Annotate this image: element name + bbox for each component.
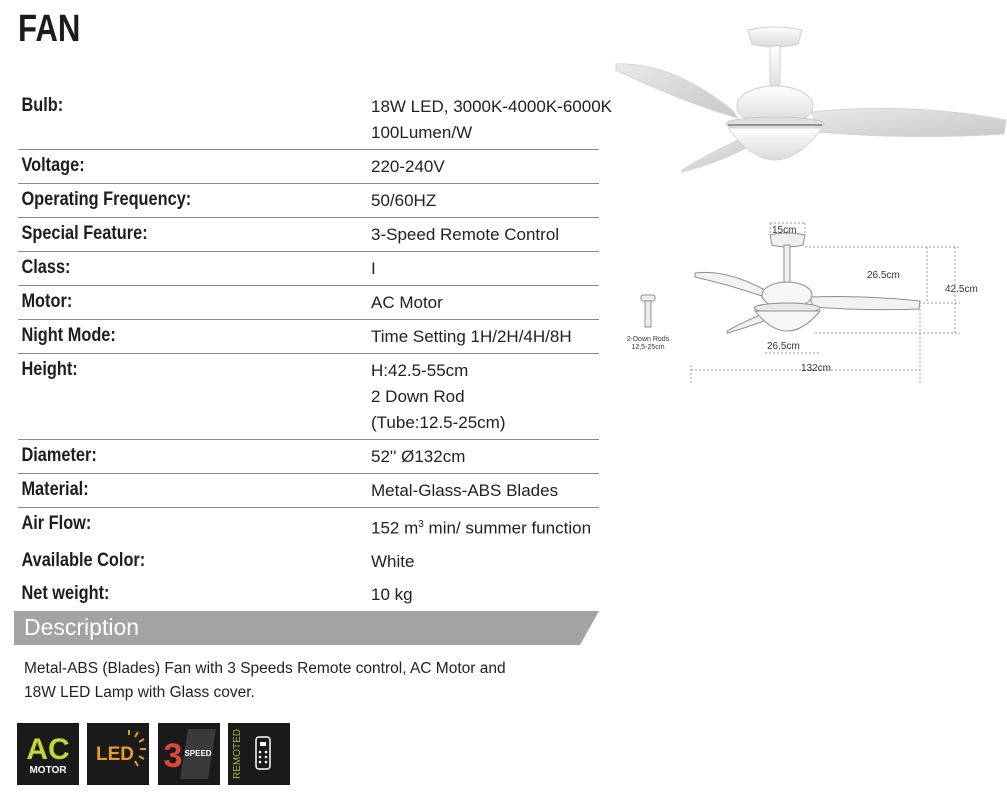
remote-badge	[228, 723, 290, 785]
spec-value	[371, 478, 599, 504]
spec-value-line: I	[371, 259, 376, 278]
led-icon	[87, 723, 149, 785]
spec-value	[371, 582, 599, 608]
spec-row-motor	[18, 286, 599, 320]
spec-value	[371, 290, 599, 316]
spec-label: Operating Frequency:	[21, 189, 192, 210]
description-text	[24, 657, 584, 705]
fan-product-image	[612, 22, 1007, 187]
led-text: LED	[96, 744, 134, 765]
ac-motor-big-text: AC	[26, 733, 70, 766]
spec-value-line: 2 Down Rod	[371, 387, 465, 406]
spec-value	[371, 358, 599, 436]
description-heading: Description	[24, 614, 140, 640]
spec-row-air-flow	[18, 508, 599, 545]
spec-value	[371, 222, 599, 248]
speed-number: 3	[163, 737, 183, 775]
spec-label: Special Feature:	[21, 223, 148, 244]
spec-label: Motor:	[21, 291, 73, 312]
spec-row-material	[18, 474, 599, 508]
spec-value-line: 18W LED, 3000K-4000K-6000K	[371, 97, 612, 116]
spec-label: Air Flow:	[21, 513, 92, 534]
air-flow-suffix: min/ summer function	[423, 518, 592, 538]
spec-row-weight	[18, 578, 599, 611]
ac-motor-small-text: MOTOR	[29, 765, 67, 776]
spec-value	[371, 154, 599, 180]
fan-illustration	[612, 22, 1007, 182]
spec-label: Available Color:	[21, 549, 146, 571]
spec-value-line: Time Setting 1H/2H/4H/8H	[371, 327, 572, 346]
spec-row-class	[18, 252, 599, 286]
spec-row-diameter	[18, 440, 599, 474]
spec-label: Diameter:	[21, 445, 97, 466]
spec-row-feature	[18, 218, 599, 252]
dim-inner-height-label: 26.5cm	[867, 270, 900, 281]
description-line: 18W LED Lamp with Glass cover.	[24, 684, 255, 701]
dim-width-label: 132cm	[801, 363, 832, 374]
spec-value-line: AC Motor	[371, 293, 443, 312]
spec-label: Bulb:	[21, 95, 64, 116]
spec-value	[371, 256, 599, 282]
spec-value	[371, 188, 599, 214]
spec-row-color	[18, 545, 599, 578]
dimension-diagram	[615, 215, 1007, 398]
remote-icon	[228, 723, 290, 785]
spec-value	[371, 324, 599, 350]
remote-word: REMOTED	[232, 729, 243, 779]
spec-value-line	[371, 512, 599, 542]
three-speed-icon	[158, 723, 220, 785]
air-flow-value: 152 m	[371, 518, 419, 538]
spec-value-line: (Tube:12.5-25cm)	[371, 413, 506, 432]
dim-lamp-label: 26.5cm	[767, 341, 800, 352]
dim-top-label: 15cm	[772, 225, 797, 236]
spec-label: Night Mode:	[21, 325, 116, 346]
spec-value-line: 50/60HZ	[371, 191, 437, 210]
spec-value-line: 10 kg	[371, 584, 413, 604]
spec-label: Material:	[21, 479, 89, 500]
spec-row-voltage	[18, 150, 599, 184]
spec-value-line: 220-240V	[371, 157, 445, 176]
three-speed-badge	[158, 723, 220, 785]
down-rods-line: 2-Down Rods	[626, 336, 670, 343]
spec-value-line: 3-Speed Remote Control	[371, 225, 560, 244]
page-title: FAN	[18, 8, 81, 50]
spec-row-frequency	[18, 184, 599, 218]
spec-label: Net weight:	[21, 582, 110, 604]
speed-word: SPEED	[184, 749, 212, 758]
spec-value	[371, 549, 599, 575]
spec-table	[18, 90, 612, 611]
ac-motor-icon	[17, 723, 79, 785]
spec-label: Voltage:	[21, 155, 85, 176]
spec-value-line: Metal-Glass-ABS Blades	[371, 481, 559, 500]
air-flow-exponent: 3	[418, 519, 424, 530]
spec-row-bulb	[18, 90, 612, 150]
spec-label: Height:	[21, 359, 78, 380]
spec-value-line: H:42.5-55cm	[371, 361, 469, 380]
spec-value-line: 100Lumen/W	[371, 123, 473, 142]
spec-value	[371, 94, 612, 146]
dim-height-label: 42.5cm	[945, 284, 978, 295]
description-line: Metal-ABS (Blades) Fan with 3 Speeds Remote control, AC Motor and	[24, 660, 506, 677]
spec-value	[371, 444, 599, 470]
spec-row-height	[18, 354, 599, 440]
spec-value	[371, 512, 599, 542]
description-bar	[14, 611, 599, 645]
spec-value-line: White	[371, 551, 415, 571]
spec-label: Class:	[21, 257, 71, 278]
down-rods-label	[619, 336, 677, 352]
ac-motor-badge	[17, 723, 79, 785]
spec-row-night-mode	[18, 320, 599, 354]
down-rods-line: 12,5-25cm	[631, 344, 665, 351]
spec-value-line: 52'' Ø132cm	[371, 447, 466, 466]
led-badge	[87, 723, 149, 785]
